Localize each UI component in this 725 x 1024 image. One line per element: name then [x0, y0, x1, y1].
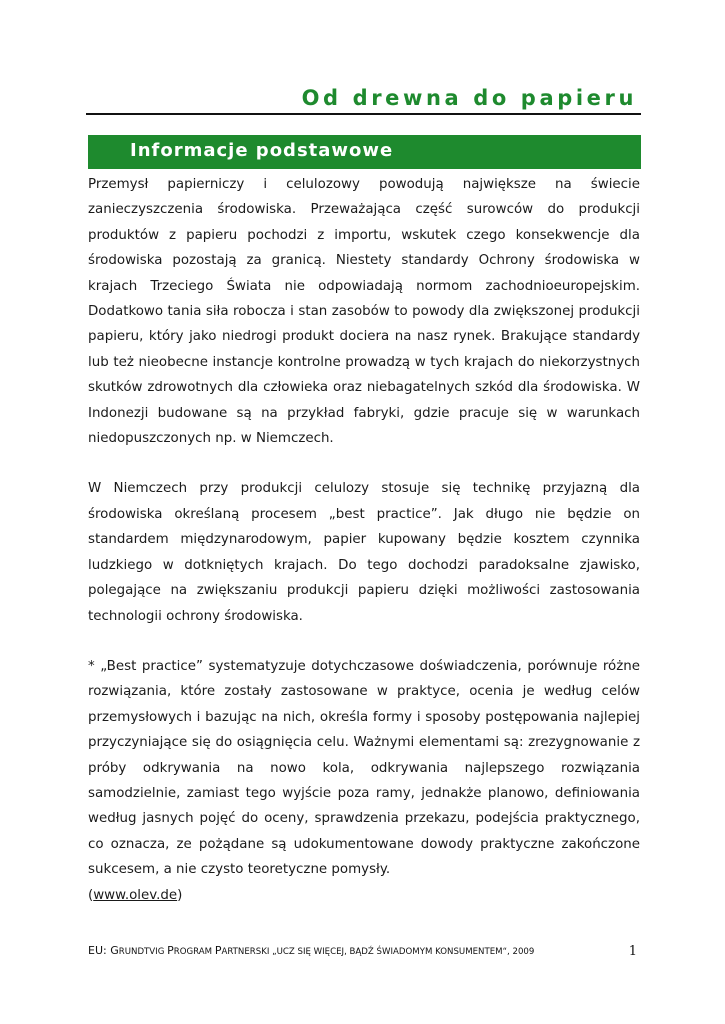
page-footer	[88, 944, 640, 957]
title-underline	[86, 113, 641, 115]
footer-rogram: ROGRAM	[173, 947, 215, 957]
section-header-bar	[88, 135, 641, 169]
source-open-paren: (	[88, 887, 94, 903]
page-title: Od drewna do papieru	[301, 86, 637, 110]
page-number: 1	[628, 944, 637, 959]
footer-p2: P	[214, 944, 222, 957]
section-title: Informacje podstawowe	[130, 140, 394, 161]
paragraph-3: * „Best practice” systematyzuje dotychczasowe doświadczenia, porównuje różne rozwiązania, które zostały zastosowane w praktyce, ocenia je według celów przemysłowych i bazując na nich, określa formy i sposoby postępowania najlepiej przyczyniające się do osiągnięcia celu. Ważnymi elementami są: zrezygnowanie z próby odkrywania na nowo kola, odkrywania najlepszego rozwiązania samodzielnie, zamiast tego wyjście poza ramy, jednakże planowo, definiowania według jasnych pojęć do oceny, sprawdzenia przekazu, podejścia praktycznego, co oznacza, ze pożądane są udokumentowane dowody praktyczne zakończone sukcesem, a nie czysto teoretyczne pomysły.	[88, 658, 640, 878]
source-line	[88, 883, 640, 908]
footer-p1: P	[167, 944, 174, 957]
footer-artnerski: ARTNERSKI	[221, 947, 273, 957]
document-body	[88, 172, 640, 908]
paragraph-1: Przemysł papierniczy i celulozowy powodują największe na świecie zanieczyszczenia środowiska. Przeważająca część surowców do produkcji produktów z papieru pochodzi z importu, wskutek czego konsekwencje dla środowiska pozostają za granicą. Niestety standardy Ochrony środowiska w krajach Trzeciego Świata nie odpowiadają normom zachodnioeuropejskim. Dodatkowo tania siła robocza i stan zasobów to powody dla zwiększonej produkcji papieru, który jako niedrogi produkt dociera na nasz rynek. Brakujące standardy lub też nieobecne instancje kontrolne prowadzą w tych krajach do niekorzystnych skutków zdrowotnych dla człowieka oraz niebagatelnych szkód dla środowiska. W Indonezji budowane są na przykład fabryki, gdzie pracuje się w warunkach niedopuszczonych np. w Niemczech.	[88, 177, 640, 447]
source-link[interactable]: www.olev.de	[93, 887, 178, 903]
footer-g: G	[110, 944, 119, 957]
source-close-paren: )	[177, 887, 183, 903]
footer-quote: „UCZ SIĘ WIĘCEJ, BĄDŹ ŚWIADOMYM KONSUMENTEM“, 2009	[272, 947, 535, 957]
paragraph-2: W Niemczech przy produkcji celulozy stosuje się technikę przyjazną dla środowiska określaną procesem „best practice”. Jak długo nie będzie on standardem międzynarodowym, papier kupowany będzie kosztem czynnika ludzkiego w dotkniętych krajach. Do tego dochodzi paradoksalne zjawisko, polegające na zwiększaniu produkcji papieru dzięki możliwości zastosowania technologii ochrony środowiska.	[88, 481, 640, 624]
footer-rundtvig: RUNDTVIG	[118, 947, 168, 957]
footer-eu: EU:	[88, 944, 111, 957]
